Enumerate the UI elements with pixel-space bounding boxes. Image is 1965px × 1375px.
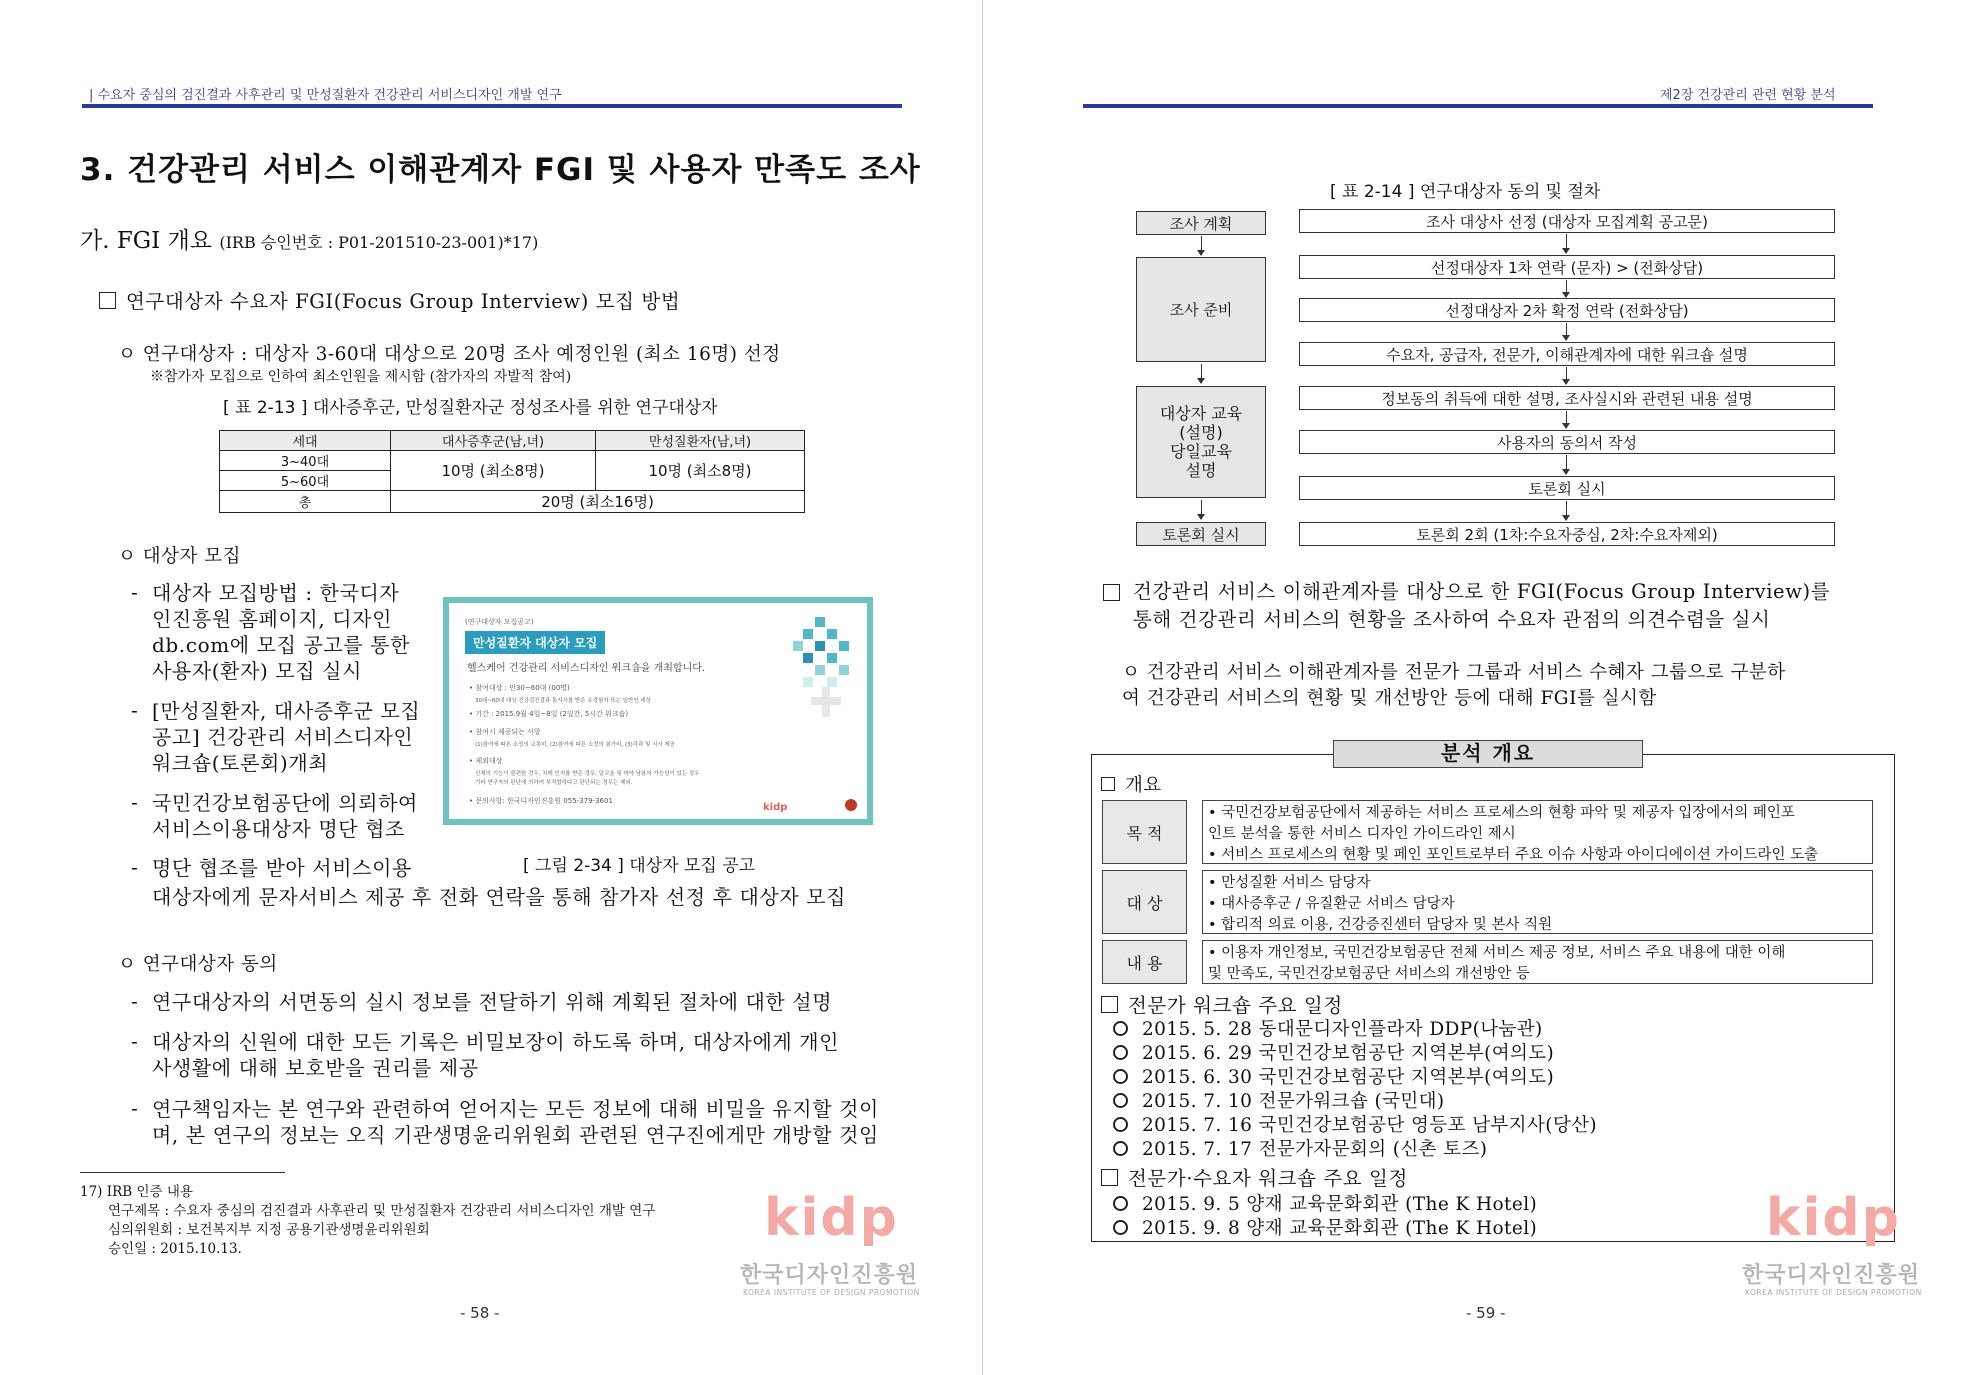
flow-step-box: 사용자의 동의서 작성 bbox=[1299, 430, 1835, 454]
left-running-header: | 수요자 중심의 검진결과 사후관리 및 만성질환자 건강관리 서비스디자인 개발 연구 bbox=[89, 88, 562, 103]
schedule-item bbox=[1113, 1039, 1554, 1065]
flow-arrow-icon bbox=[1201, 364, 1202, 383]
flow-arrow-icon bbox=[1566, 501, 1567, 520]
row-item: • 국민건강보험공단에서 제공하는 서비스 프로세스의 현황 파악 및 제공자 입장에서의 페인포 bbox=[1208, 805, 1795, 821]
recruit-item-text: [만성질환자, 대사증후군 모집 공고] 건강관리 서비스디자인 워크숍(토론회)개최 bbox=[152, 699, 421, 775]
user-schedule-heading-text: 전문가·수요자 워크숍 주요 일정 bbox=[1128, 1167, 1408, 1190]
consent-item: - 대상자의 신원에 대한 모든 기록은 비밀보장이 하도록 하며, 대상자에게 개인 사생활에 대해 보호받을 권리를 제공 bbox=[131, 1029, 840, 1080]
flow-arrow-icon bbox=[1201, 236, 1202, 255]
consent-item-text: 연구대상자의 서면동의 실시 정보를 전달하기 위해 계획된 절차에 대한 설명 bbox=[152, 990, 833, 1014]
poster-line: • 기간 : 2015.9월 4일~8일 (2일간, 5시간 워크숍) bbox=[469, 710, 629, 718]
consent-item-text: 연구책임자는 본 연구와 관련하여 얻어지는 모든 정보에 대해 비밀을 유지할 것이 며, 본 연구의 정보는 오직 기관생명윤리위원회 관련된 연구진에게만 개방할 것임 bbox=[152, 1097, 879, 1147]
schedule-item-text: 2015. 7. 10 전문가워크숍 (국민대) bbox=[1142, 1091, 1445, 1112]
kidp-logo: kidp bbox=[764, 1188, 899, 1248]
schedule-item bbox=[1113, 1063, 1554, 1089]
recruit-item-text: 국민건강보험공단에 의뢰하여 서비스이용대상자 명단 협조 bbox=[152, 791, 418, 841]
checkbox-square-icon bbox=[1101, 996, 1118, 1013]
row-content-target bbox=[1202, 870, 1873, 934]
recruit-item-text: 대상자 모집방법 : 한국디자 인진흥원 홈페이지, 디자인 db.com에 모집 공고를 통한 사용자(환자) 모집 실시 bbox=[152, 581, 411, 683]
recruit-tail: 대상자에게 문자서비스 제공 후 전화 연락을 통해 참가자 선정 후 대상자 모집 bbox=[152, 885, 847, 909]
schedule-item-text: 2015. 9. 8 양재 교육문화회관 (The K Hotel) bbox=[1142, 1218, 1538, 1239]
schedule-item bbox=[1113, 1111, 1597, 1137]
consent-heading: ㅇ 연구대상자 동의 bbox=[118, 954, 278, 975]
poster-seal-icon bbox=[845, 799, 857, 811]
left-header-rule bbox=[82, 104, 902, 108]
goal-heading-text: 건강관리 서비스 이해관계자를 대상으로 한 FGI(Focus Group Interview)를 통해 건강관리 서비스의 현황을 조사하여 수요자 관점의 의견수렴을 실시 bbox=[1133, 580, 1831, 631]
page-divider bbox=[982, 0, 983, 1375]
row-label-target: 대 상 bbox=[1102, 870, 1187, 934]
row-content-content bbox=[1202, 940, 1873, 984]
flow-arrow-icon bbox=[1566, 234, 1567, 253]
overview-label: 개요 bbox=[1125, 775, 1162, 796]
poster-line: 30대~60대 대상 건강검진결과 통지서를 받은 유경험자 또는 일반인 대상 bbox=[475, 698, 652, 704]
recruit-item: - 명단 협조를 받아 서비스이용 bbox=[131, 855, 412, 880]
method-heading bbox=[99, 286, 680, 314]
flow-stage-box: 대상자 교육 (설명) 당일교육 설명 bbox=[1136, 386, 1266, 498]
row-item: 및 만족도, 국민건강보험공단 서비스의 개선방안 등 bbox=[1208, 966, 1530, 982]
subsection-title bbox=[80, 222, 538, 255]
footnote-rule bbox=[80, 1172, 285, 1173]
goal-bullet: ㅇ 건강관리 서비스 이해관계자를 전문가 그룹과 서비스 수혜자 그룹으로 구분하 여 건강관리 서비스의 현황 및 개선방안 등에 대해 FGI를 실시함 bbox=[1122, 662, 1786, 709]
circle-bullet-icon bbox=[1113, 1045, 1128, 1060]
flow-arrow-icon bbox=[1201, 500, 1202, 519]
consent-item: - 연구책임자는 본 연구와 관련하여 얻어지는 모든 정보에 대해 비밀을 유지할 것이 며, 본 연구의 정보는 오직 기관생명윤리위원회 관련된 연구진에게만 개방할 것임 bbox=[131, 1096, 879, 1147]
table-cell: 5~60대 bbox=[220, 471, 391, 491]
flow-arrow-icon bbox=[1566, 280, 1567, 297]
poster-label: (연구대상자 모집공고) bbox=[465, 618, 534, 626]
checkbox-square-icon bbox=[99, 292, 116, 309]
flow-stage-box: 토론회 실시 bbox=[1136, 522, 1266, 546]
checkbox-square-icon bbox=[1103, 584, 1120, 601]
poster-kidp-logo: kidp bbox=[763, 802, 788, 813]
circle-bullet-icon bbox=[1113, 1117, 1128, 1132]
flow-step-box: 정보동의 취득에 대한 설명, 조사실시와 관련된 내용 설명 bbox=[1299, 386, 1835, 410]
row-label-purpose: 목 적 bbox=[1102, 800, 1187, 864]
poster-banner: 만성질환자 대상자 모집 bbox=[465, 631, 605, 654]
circle-bullet-icon bbox=[1113, 1196, 1128, 1211]
org-name-en: KOREA INSTITUTE OF DESIGN PROMOTION bbox=[1745, 1288, 1922, 1297]
schedule-item-text: 2015. 7. 17 전문가자문회의 (신촌 토즈) bbox=[1142, 1139, 1488, 1160]
circle-bullet-icon bbox=[1113, 1093, 1128, 1108]
flow-stage-box: 조사 준비 bbox=[1136, 257, 1266, 362]
org-name-kr: 한국디자인진흥원 bbox=[740, 1263, 919, 1288]
table-cell: 10명 (최소8명) bbox=[391, 451, 596, 491]
flow-arrow-icon bbox=[1566, 455, 1567, 474]
table-header: 대사증후군(남,녀) bbox=[391, 431, 596, 451]
recruit-item-text: 명단 협조를 받아 서비스이용 bbox=[152, 856, 412, 880]
section-title: 3. 건강관리 서비스 이해관계자 FGI 및 사용자 만족도 조사 bbox=[80, 152, 921, 188]
subsection-label: 가. FGI 개요 bbox=[80, 228, 213, 254]
row-item: • 대사증후군 / 유질환군 서비스 담당자 bbox=[1208, 896, 1455, 912]
circle-bullet-icon bbox=[1113, 1220, 1128, 1235]
org-name-kr: 한국디자인진흥원 bbox=[1742, 1263, 1921, 1288]
flow-step-box: 조사 대상사 선정 (대상자 모집계획 공고문) bbox=[1299, 209, 1835, 233]
schedule-item-text: 2015. 6. 29 국민건강보험공단 지역본부(여의도) bbox=[1142, 1043, 1555, 1064]
page-number-left: - 58 - bbox=[460, 1304, 500, 1322]
table-2-13-caption: [ 표 2-13 ] 대사증후군, 만성질환자군 정성조사를 위한 연구대상자 bbox=[223, 398, 718, 418]
flow-step-box: 수요자, 공급자, 전문가, 이해관계자에 대한 워크숍 설명 bbox=[1299, 342, 1835, 366]
flow-step-box: 선정대상자 2차 확정 연락 (전화상담) bbox=[1299, 298, 1835, 322]
schedule-item-text: 2015. 6. 30 국민건강보험공단 지역본부(여의도) bbox=[1142, 1067, 1555, 1088]
schedule-item-text: 2015. 9. 5 양재 교육문화회관 (The K Hotel) bbox=[1142, 1194, 1538, 1215]
footnote-line: 승인일 : 2015.10.13. bbox=[108, 1241, 242, 1257]
circle-bullet-icon bbox=[1113, 1021, 1128, 1036]
flow-arrow-icon bbox=[1566, 411, 1567, 428]
poster-intro: 헬스케어 건강관리 서비스디자인 워크숍을 개최합니다. bbox=[467, 663, 706, 674]
poster-line: 기타 연구자의 판단에 의하여 부적합하다고 판단되는 경우는 제외. bbox=[475, 780, 633, 786]
table-total-label: 총 bbox=[220, 491, 391, 513]
analysis-title: 분석 개요 bbox=[1333, 740, 1643, 768]
flow-stage-box: 조사 계획 bbox=[1136, 211, 1266, 235]
flow-arrow-icon bbox=[1566, 367, 1567, 384]
method-heading-text: 연구대상자 수요자 FGI(Focus Group Interview) 모집 방법 bbox=[126, 290, 681, 313]
recruit-item: - [만성질환자, 대사증후군 모집 공고] 건강관리 서비스디자인 워크숍(토론회)개최 bbox=[131, 698, 421, 775]
schedule-item-text: 2015. 7. 16 국민건강보험공단 영등포 남부지사(당산) bbox=[1142, 1115, 1597, 1136]
poster-line: (1)참여에 따른 소정의 교통비, (2)참여에 따른 소정의 봉가비, (3)각과 및 식사 제공 bbox=[475, 742, 676, 748]
circle-bullet-icon bbox=[1113, 1069, 1128, 1084]
schedule-item bbox=[1113, 1087, 1445, 1113]
poster-line: • 문의사항: 한국디자인진흥원 055-379-3601 bbox=[469, 797, 613, 805]
checkbox-square-icon bbox=[1101, 777, 1115, 791]
row-label-content: 내 용 bbox=[1102, 940, 1187, 984]
table-cell: 3~40대 bbox=[220, 451, 391, 471]
poster-line: • 참여시 제공되는 사항 bbox=[469, 728, 541, 736]
table-2-14-caption: [ 표 2-14 ] 연구대상자 동의 및 절차 bbox=[1330, 182, 1601, 202]
org-name-en: KOREA INSTITUTE OF DESIGN PROMOTION bbox=[743, 1288, 920, 1297]
recruit-heading: ㅇ 대상자 모집 bbox=[118, 546, 241, 567]
schedule-item bbox=[1113, 1190, 1537, 1216]
page-number-right: - 59 - bbox=[1466, 1304, 1506, 1322]
table-total-value: 20명 (최소16명) bbox=[391, 491, 805, 513]
schedule-item bbox=[1113, 1135, 1487, 1161]
overview-heading bbox=[1101, 771, 1162, 797]
figure-2-34-caption: [ 그림 2-34 ] 대상자 모집 공고 bbox=[523, 856, 756, 876]
right-header-rule bbox=[1083, 104, 1873, 108]
irb-note: (IRB 승인번호 : P01-201510-23-001)*17) bbox=[219, 233, 539, 252]
table-cell: 10명 (최소8명) bbox=[596, 451, 805, 491]
table-header: 세대 bbox=[220, 431, 391, 451]
footnote-line: 심의위원회 : 보건복지부 지정 공용기관생명윤리위원회 bbox=[108, 1222, 430, 1238]
flow-step-box: 토론회 2회 (1차:수요자중심, 2차:수요자제외) bbox=[1299, 522, 1835, 546]
footnote-line: 17) IRB 인증 내용 bbox=[80, 1184, 193, 1200]
expert-schedule-heading-text: 전문가 워크숍 주요 일정 bbox=[1128, 994, 1343, 1017]
poster-line: • 참여대상 : 만30~60대 (00명) bbox=[469, 684, 570, 692]
table-2-13 bbox=[219, 430, 805, 513]
row-item: • 이용자 개인정보, 국민건강보험공단 전체 서비스 제공 정보, 서비스 주요 내용에 대한 이해 bbox=[1208, 945, 1786, 961]
kidp-logo: kidp bbox=[1766, 1188, 1901, 1248]
expert-schedule-heading bbox=[1101, 990, 1343, 1018]
table-header: 만성질환자(남,녀) bbox=[596, 431, 805, 451]
schedule-item bbox=[1113, 1015, 1543, 1041]
poster-line: 신체의 기능이 불편한 경우, 치매 인지를 받은 경우, 알코올 및 마약 남용의 가능성이 있는 경우 bbox=[475, 771, 700, 777]
row-item: • 합리적 의료 이용, 건강증진센터 담당자 및 본사 직원 bbox=[1208, 917, 1553, 933]
medical-cross-pattern-icon bbox=[793, 617, 861, 747]
consent-item-text: 대상자의 신원에 대한 모든 기록은 비밀보장이 하도록 하며, 대상자에게 개인 사생활에 대해 보호받을 권리를 제공 bbox=[152, 1030, 840, 1080]
footnote-line: 연구제목 : 수요자 중심의 검진결과 사후관리 및 만성질환자 건강관리 서비스디자인 개발 연구 bbox=[108, 1203, 656, 1219]
row-item: 인트 분석을 통한 서비스 디자인 가이드라인 제시 bbox=[1208, 826, 1516, 842]
schedule-item bbox=[1113, 1214, 1537, 1240]
row-item: • 만성질환 서비스 담당자 bbox=[1208, 875, 1371, 891]
row-item: • 서비스 프로세스의 현황 및 페인 포인트로부터 주요 이슈 사항과 아이디에이션 가이드라인 도출 bbox=[1208, 847, 1819, 863]
flow-arrow-icon bbox=[1566, 323, 1567, 340]
consent-item: - 연구대상자의 서면동의 실시 정보를 전달하기 위해 계획된 절차에 대한 설명 bbox=[131, 989, 833, 1014]
recruit-item: - 국민건강보험공단에 의뢰하여 서비스이용대상자 명단 협조 bbox=[131, 790, 418, 841]
row-content-purpose bbox=[1202, 800, 1873, 864]
flow-step-box: 토론회 실시 bbox=[1299, 476, 1835, 500]
circle-bullet-icon bbox=[1113, 1141, 1128, 1156]
recruitment-poster-image bbox=[443, 597, 873, 825]
subject-note: ※참가자 모집으로 인하여 최소인원을 제시함 (참가자의 자발적 참여) bbox=[150, 369, 572, 385]
schedule-item-text: 2015. 5. 28 동대문디자인플라자 DDP(나눔관) bbox=[1142, 1019, 1543, 1040]
poster-line: • 제외대상 bbox=[469, 757, 503, 765]
user-schedule-heading bbox=[1101, 1163, 1408, 1191]
subject-line: ㅇ 연구대상자 : 대상자 3-60대 대상으로 20명 조사 예정인원 (최소 16명) 선정 bbox=[118, 344, 781, 365]
flow-step-box: 선정대상자 1차 연락 (문자) > (전화상담) bbox=[1299, 255, 1835, 279]
right-running-header: 제2장 건강관리 관련 현황 분석 bbox=[1660, 88, 1836, 103]
recruit-item: - 대상자 모집방법 : 한국디자 인진흥원 홈페이지, 디자인 db.com에 모집 공고를 통한 사용자(환자) 모집 실시 bbox=[131, 580, 411, 683]
checkbox-square-icon bbox=[1101, 1169, 1118, 1186]
